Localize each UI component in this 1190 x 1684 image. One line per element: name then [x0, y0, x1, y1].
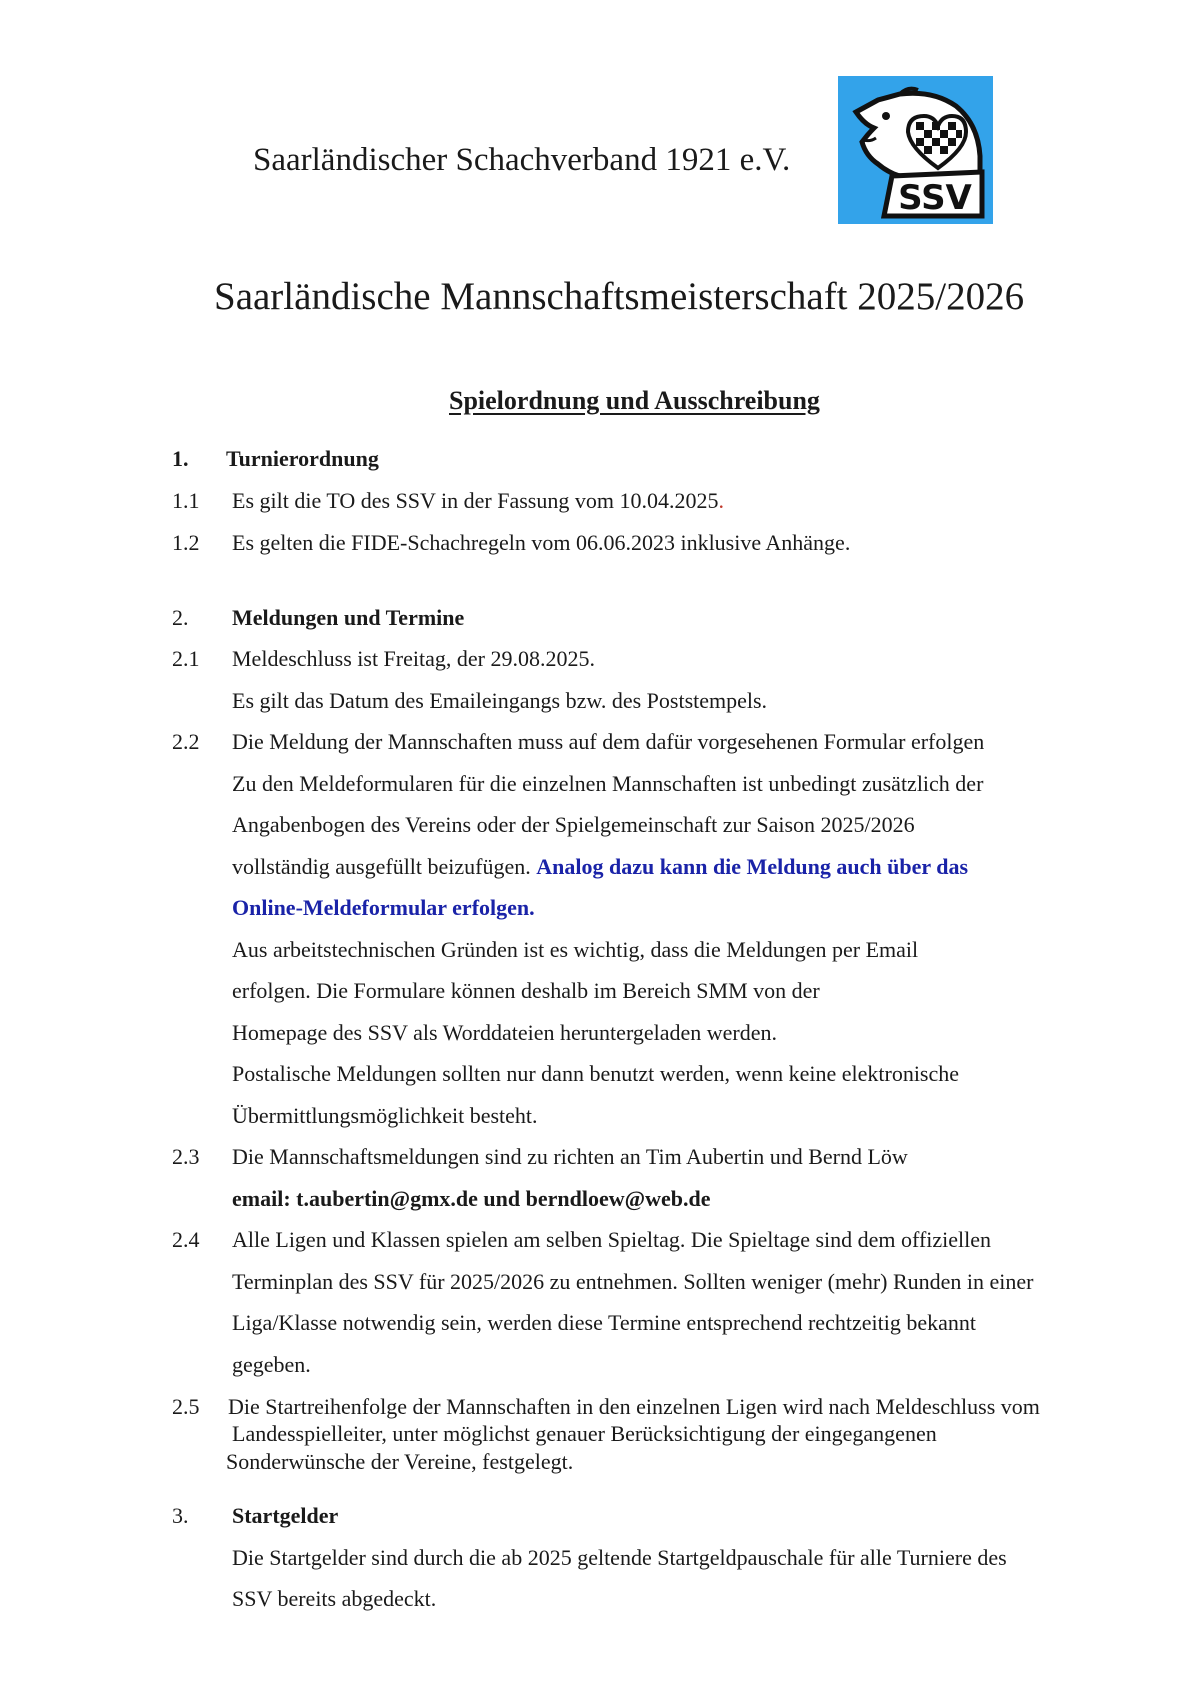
item-2-5-line: Sonderwünsche der Vereine, festgelegt. [226, 1449, 574, 1474]
item-2-2-line: Postalische Meldungen sollten nur dann benutzt werden, wenn keine elektronische [232, 1061, 960, 1086]
item-1-2-number: 1.2 [172, 530, 200, 555]
item-2-1-line: Es gilt das Datum des Emaileingangs bzw. des Poststempels. [232, 688, 768, 713]
item-2-2-line: Homepage des SSV als Worddateien heruntergeladen werden. [232, 1020, 778, 1045]
item-1-2-text: Es gelten die FIDE-Schachregeln vom 06.06.2023 inklusive Anhänge. [232, 530, 851, 555]
item-2-1-line: Meldeschluss ist Freitag, der 29.08.2025. [232, 646, 595, 671]
item-2-2-number: 2.2 [172, 729, 200, 754]
item-1-1-number: 1.1 [172, 488, 200, 513]
section-2-heading: Meldungen und Termine [232, 605, 465, 630]
item-2-2-line: Zu den Meldeformularen für die einzelnen Mannschaften ist unbedingt zusätzlich der [232, 771, 984, 796]
section-2-number: 2. [172, 605, 189, 630]
section-3-number: 3. [172, 1503, 189, 1528]
item-2-2-line: Online-Meldeformular erfolgen. [232, 895, 535, 920]
logo-text: SSV [898, 178, 972, 218]
item-2-2-line: Die Meldung der Mannschaften muss auf dem dafür vorgesehenen Formular erfolgen [232, 729, 985, 754]
item-2-2-line: Übermittlungsmöglichkeit besteht. [232, 1103, 538, 1128]
item-2-3-number: 2.3 [172, 1144, 200, 1169]
item-2-2-line: vollständig ausgefüllt beizufügen. Analog dazu kann die Meldung auch über das [232, 854, 969, 879]
section-3-line: SSV bereits abgedeckt. [232, 1586, 437, 1611]
page-title: Saarländische Mannschaftsmeisterschaft 2025/2026 [214, 275, 1025, 318]
item-2-4-line: Alle Ligen und Klassen spielen am selben Spieltag. Die Spieltage sind dem offiziellen [232, 1227, 992, 1252]
item-2-4-line: gegeben. [232, 1352, 311, 1377]
item-2-4-number: 2.4 [172, 1227, 200, 1252]
item-2-4-line: Liga/Klasse notwendig sein, werden diese Termine entsprechend rechtzeitig bekannt [232, 1310, 976, 1335]
page-subtitle: Spielordnung und Ausschreibung [449, 386, 820, 415]
item-2-5-line: Landesspielleiter, unter möglichst genauer Berücksichtigung der eingegangenen [232, 1421, 937, 1446]
organization-name: Saarländischer Schachverband 1921 e.V. [253, 142, 791, 178]
item-2-2-line: Aus arbeitstechnischen Gründen ist es wichtig, dass die Meldungen per Email [232, 937, 919, 962]
section-1-number: 1. [172, 446, 189, 471]
item-2-1-number: 2.1 [172, 646, 200, 671]
chess-knight-logo-icon [838, 76, 993, 224]
item-2-2-line: erfolgen. Die Formulare können deshalb im Bereich SMM von der [232, 978, 820, 1003]
section-3-line: Die Startgelder sind durch die ab 2025 geltende Startgeldpauschale für alle Turniere des [232, 1545, 1007, 1570]
section-3-heading: Startgelder [232, 1503, 339, 1528]
item-2-2-line: Angabenbogen des Vereins oder der Spielgemeinschaft zur Saison 2025/2026 [232, 812, 915, 837]
contact-emails: email: t.aubertin@gmx.de und berndloew@web.de [232, 1186, 711, 1211]
item-2-4-line: Terminplan des SSV für 2025/2026 zu entnehmen. Sollten weniger (mehr) Runden in einer [232, 1269, 1034, 1294]
ssv-logo [838, 76, 993, 224]
item-2-5-line: Die Startreihenfolge der Mannschaften in den einzelnen Ligen wird nach Meldeschluss vom [228, 1394, 1040, 1419]
item-2-3-line: Die Mannschaftsmeldungen sind zu richten an Tim Aubertin und Bernd Löw [232, 1144, 908, 1169]
item-1-1-text: Es gilt die TO des SSV in der Fassung vom 10.04.2025. [232, 488, 724, 513]
section-1-heading: Turnierordnung [226, 446, 379, 471]
item-2-5-number: 2.5 [172, 1394, 200, 1419]
